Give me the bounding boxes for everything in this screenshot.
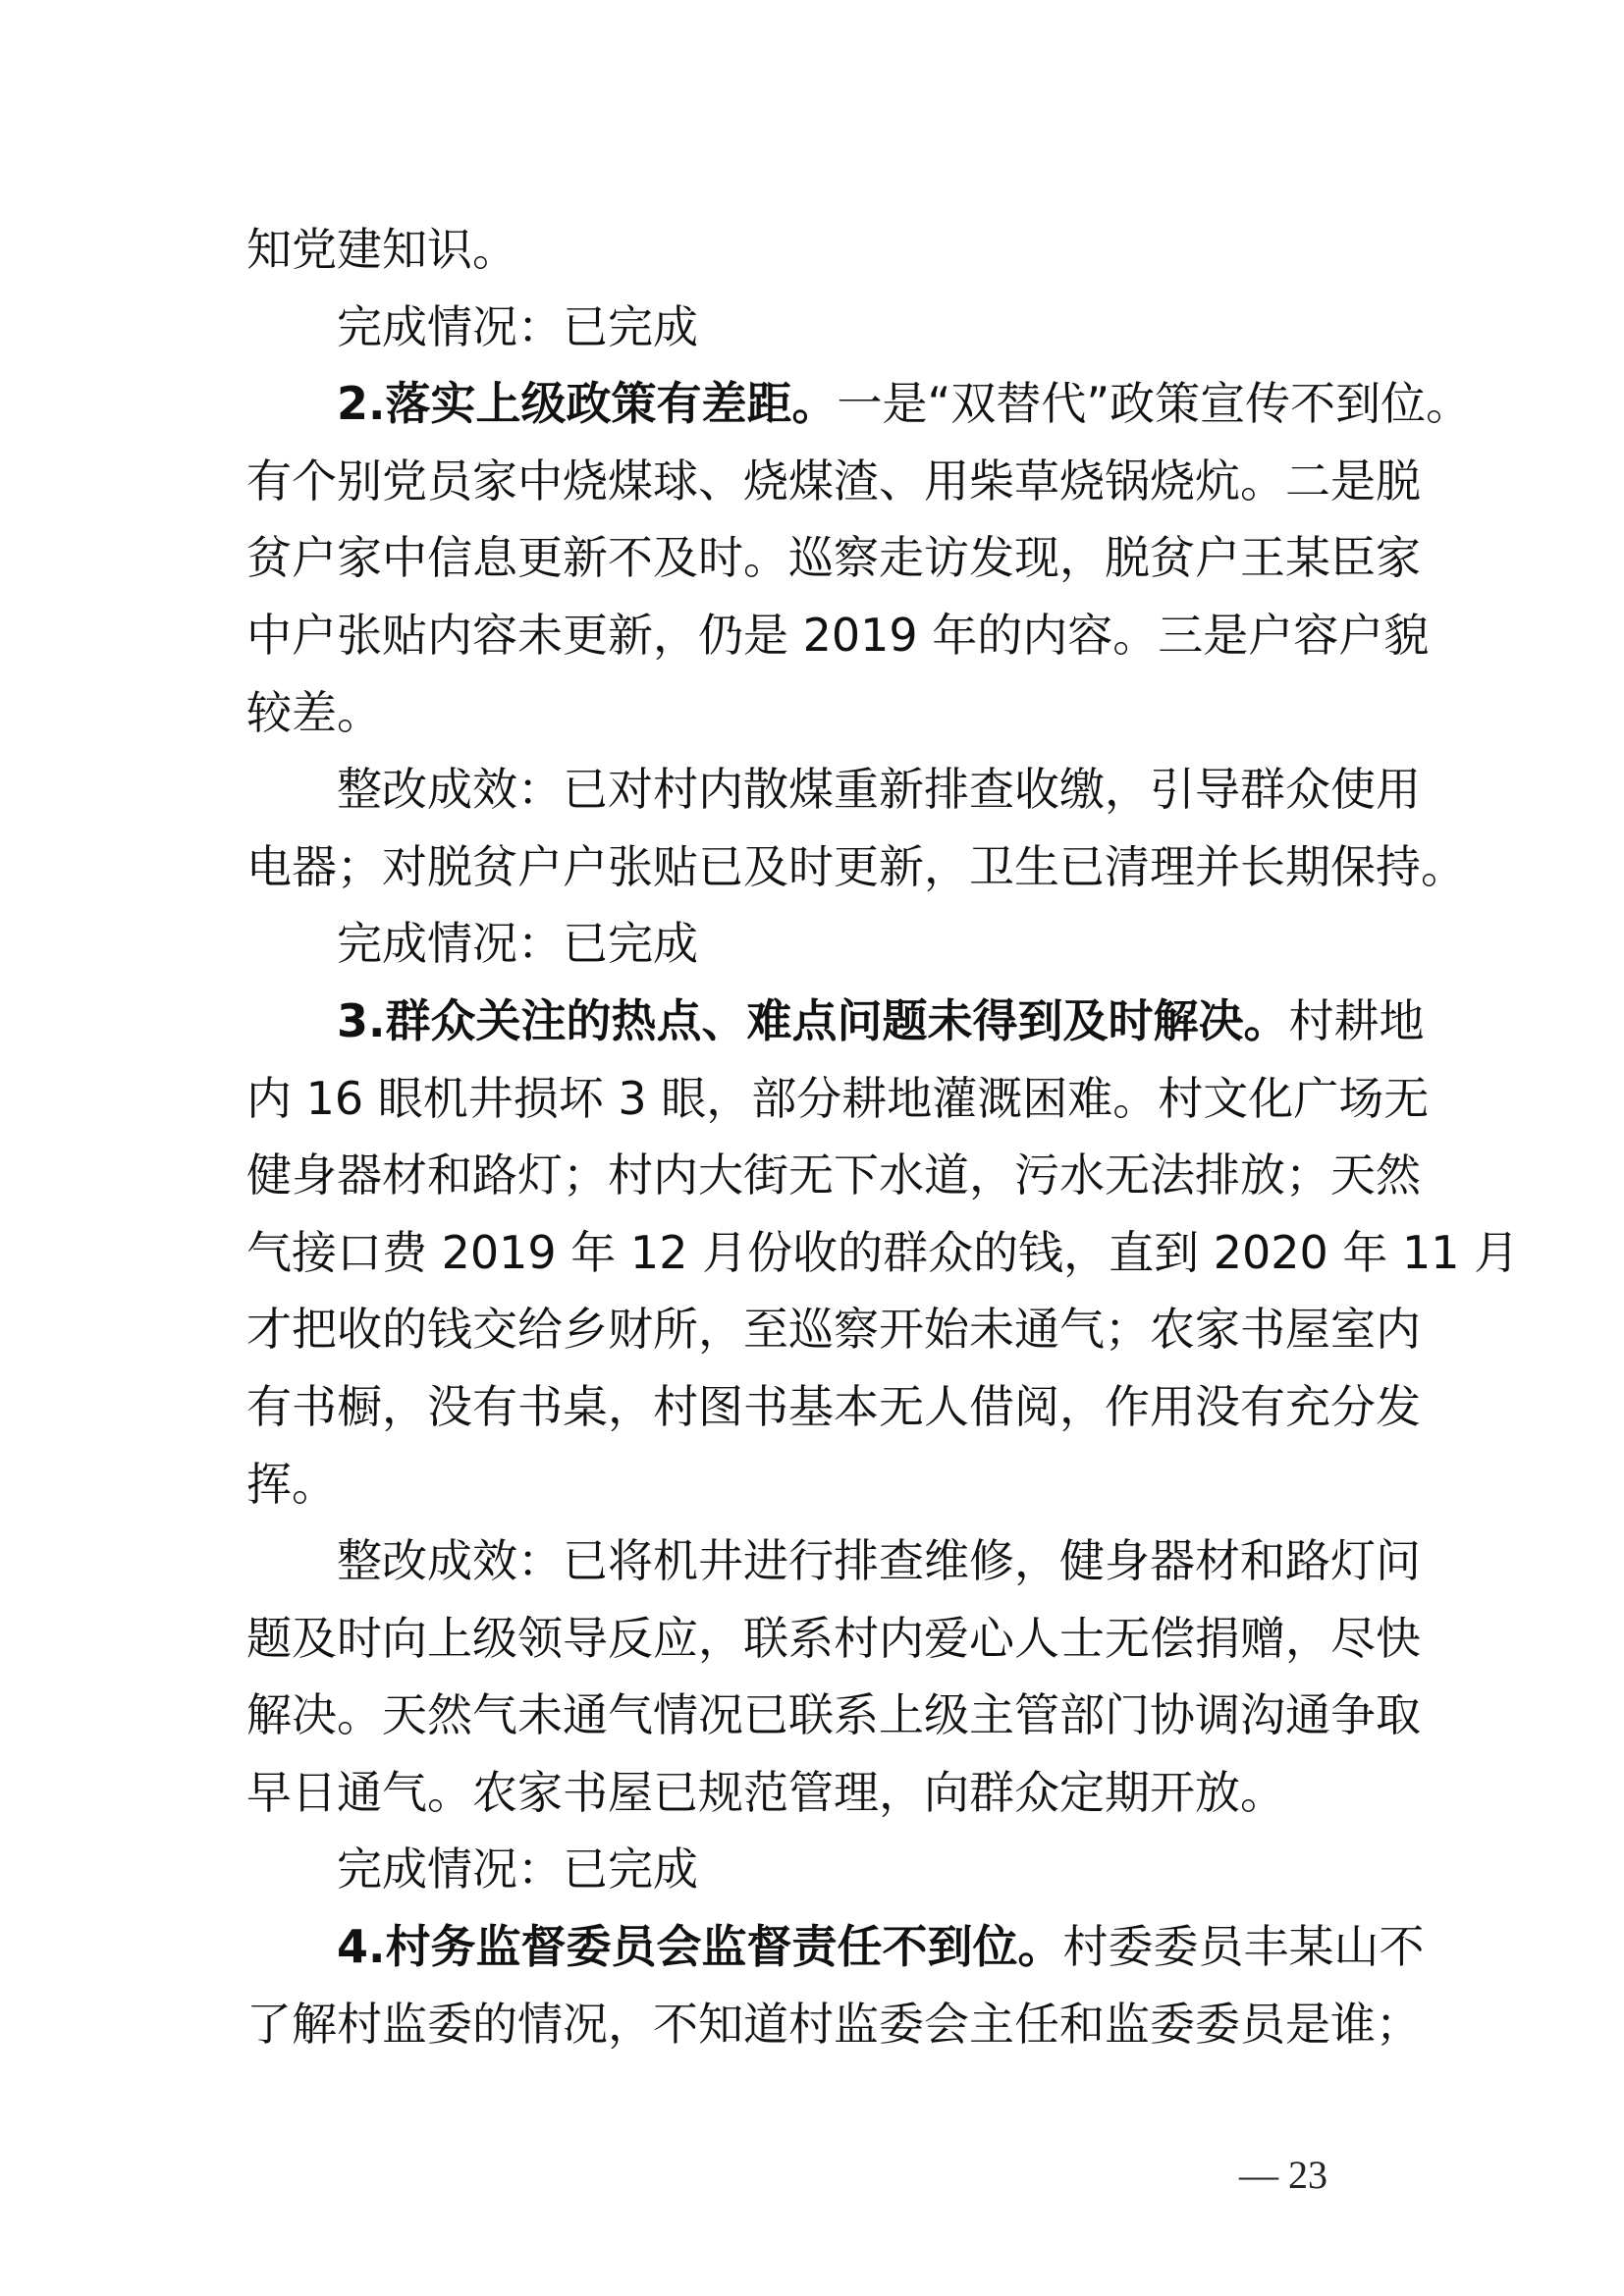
text-line: 早日通气。农家书屋已规范管理，向群众定期开放。 xyxy=(246,1765,1285,1819)
text-line: 挥。 xyxy=(246,1457,337,1511)
issue-2-heading: 2.落实上级政策有差距。 xyxy=(337,377,838,431)
text-line: 有书橱，没有书桌，村图书基本无人借阅，作用没有充分发 xyxy=(246,1379,1421,1433)
issue-2-lead: 一是“双替代”政策宣传不到位。 xyxy=(837,377,1472,431)
issue-3-lead: 村耕地 xyxy=(1288,993,1425,1047)
text-line: 较差。 xyxy=(246,685,382,739)
document-body xyxy=(246,211,1520,2062)
text-line: 题及时向上级领导反应，联系村内爱心人士无偿捐赠，尽快 xyxy=(246,1611,1421,1665)
text-line: 贫户家中信息更新不及时。巡察走访发现，脱贫户王某臣家 xyxy=(246,531,1421,585)
text-line: 才把收的钱交给乡财所，至巡察开始未通气；农家书屋室内 xyxy=(246,1303,1421,1357)
text-line: 中户张贴内容未更新，仍是 2019 年的内容。三是户容户貌 xyxy=(246,608,1430,662)
completion-status: 完成情况：已完成 xyxy=(337,299,698,353)
text-line: 有个别党员家中烧煤球、烧煤渣、用柴草烧锅烧炕。二是脱 xyxy=(246,454,1421,507)
text-line: 解决。天然气未通气情况已联系上级主管部门协调沟通争取 xyxy=(246,1688,1421,1742)
issue-4-lead: 村委委员丰某山不 xyxy=(1062,1920,1425,1974)
rectification-result: 整改成效：已将机井进行排查维修，健身器材和路灯问 xyxy=(337,1534,1421,1588)
text-line: 了解村监委的情况，不知道村监委会主任和监委委员是谁； xyxy=(246,1997,1421,2051)
completion-status: 完成情况：已完成 xyxy=(337,917,698,971)
issue-2-line xyxy=(246,365,1472,443)
text-line: 知党建知识。 xyxy=(246,223,517,276)
page-number: — 23 xyxy=(1239,2153,1327,2197)
completion-status: 完成情况：已完成 xyxy=(337,1842,698,1896)
issue-3-heading: 3.群众关注的热点、难点问题未得到及时解决。 xyxy=(337,993,1289,1047)
rectification-result: 整改成效：已对村内散煤重新排查收缴，引导群众使用 xyxy=(337,763,1421,817)
issue-4-heading: 4.村务监督委员会监督责任不到位。 xyxy=(337,1920,1063,1974)
issue-3-line xyxy=(246,983,1425,1060)
text-line: 电器；对脱贫户户张贴已及时更新，卫生已清理并长期保持。 xyxy=(246,839,1466,893)
text-line: 内 16 眼机井损坏 3 眼，部分耕地灌溉困难。村文化广场无 xyxy=(246,1071,1430,1125)
issue-4-line xyxy=(246,1908,1425,1986)
text-line: 健身器材和路灯；村内大街无下水道，污水无法排放；天然 xyxy=(246,1148,1421,1202)
text-line: 气接口费 2019 年 12 月份收的群众的钱，直到 2020 年 11 月 xyxy=(246,1225,1520,1279)
